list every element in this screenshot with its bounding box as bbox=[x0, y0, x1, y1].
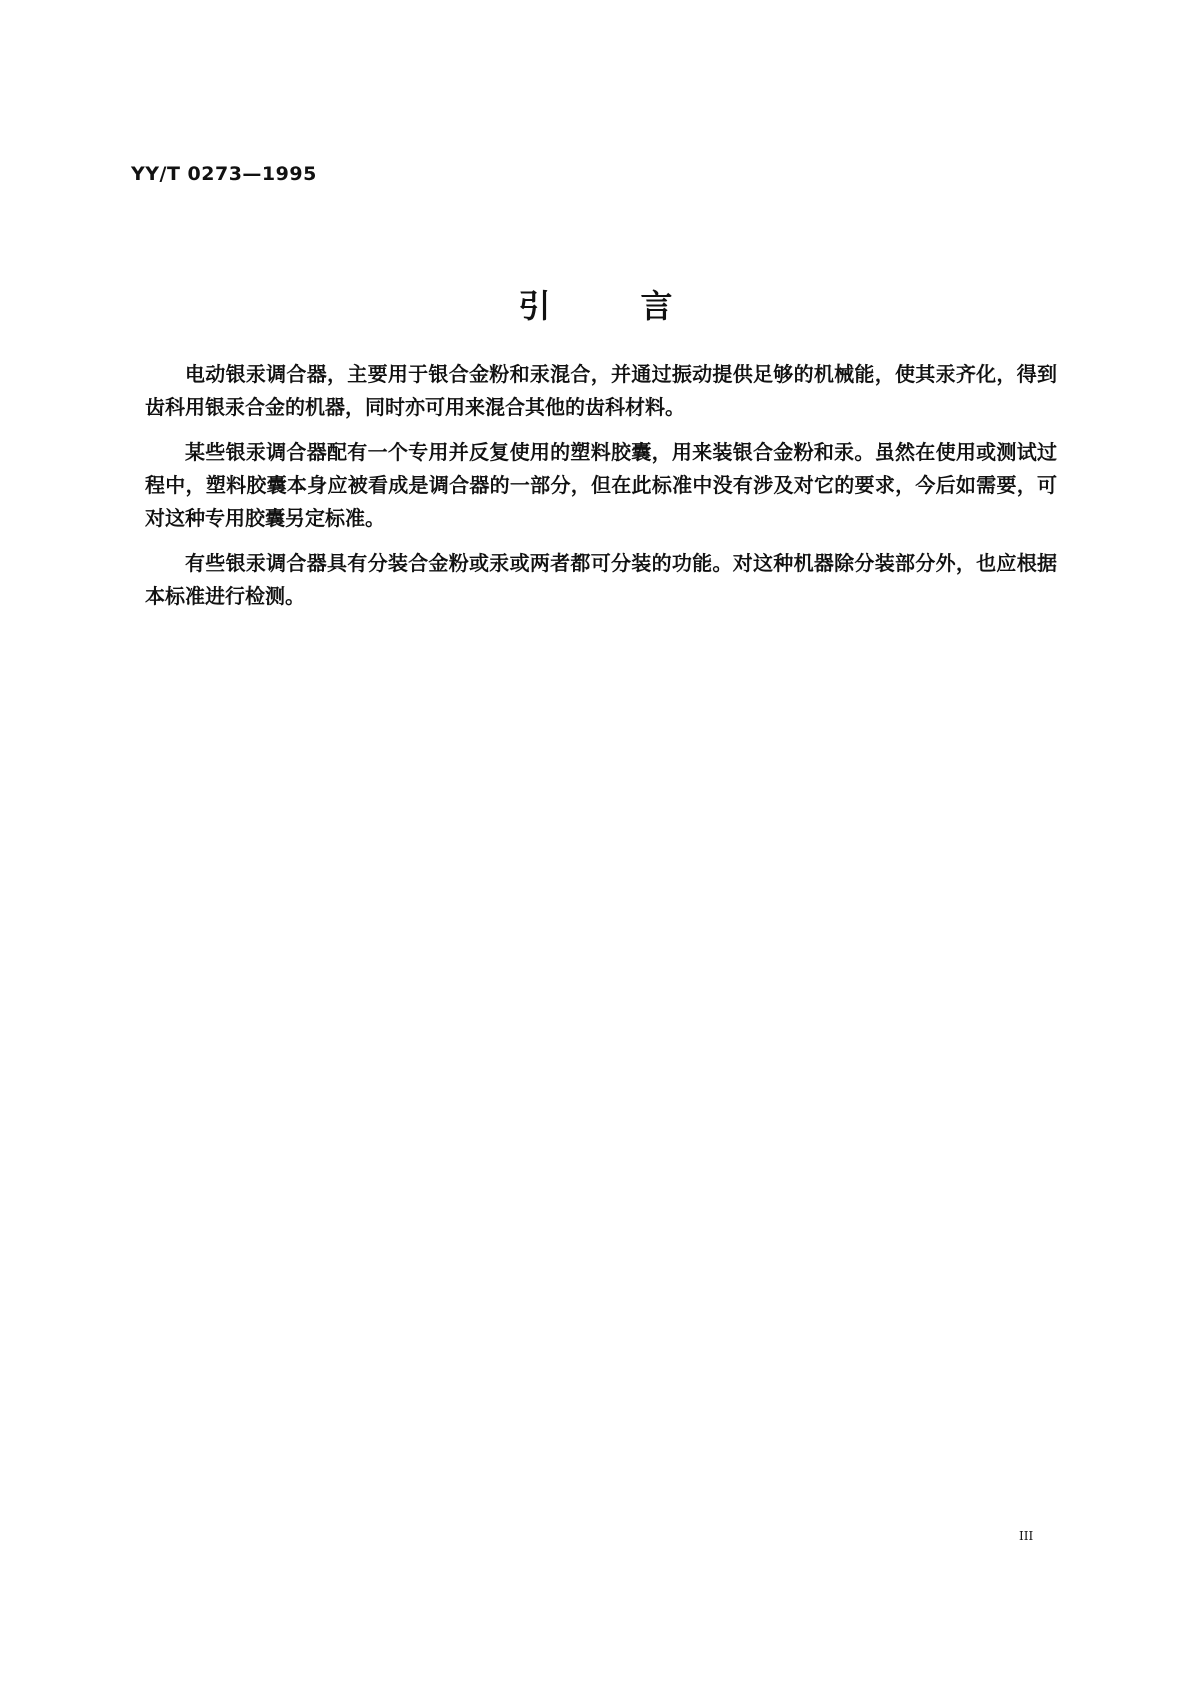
title-char-1: 引 bbox=[518, 287, 551, 325]
paragraph-2: 某些银汞调合器配有一个专用并反复使用的塑料胶囊，用来装银合金粉和汞。虽然在使用或测试过程中，塑料胶囊本身应被看成是调合器的一部分，但在此标准中没有涉及对它的要求，今后如需要，可对这种专用胶囊另定标准。 bbox=[145, 440, 1057, 530]
paragraph-3: 有些银汞调合器具有分装合金粉或汞或两者都可分装的功能。对这种机器除分装部分外，也应根据本标准进行检测。 bbox=[145, 551, 1057, 608]
paragraph-1: 电动银汞调合器，主要用于银合金粉和汞混合，并通过振动提供足够的机械能，使其汞齐化，得到齿科用银汞合金的机器，同时亦可用来混合其他的齿科材料。 bbox=[145, 362, 1057, 419]
page-number: III bbox=[1019, 1529, 1034, 1543]
standard-code: YY/T 0273—1995 bbox=[131, 163, 317, 185]
introduction-body bbox=[145, 358, 1057, 625]
title-char-2: 言 bbox=[640, 287, 673, 325]
page-title bbox=[0, 287, 1191, 325]
